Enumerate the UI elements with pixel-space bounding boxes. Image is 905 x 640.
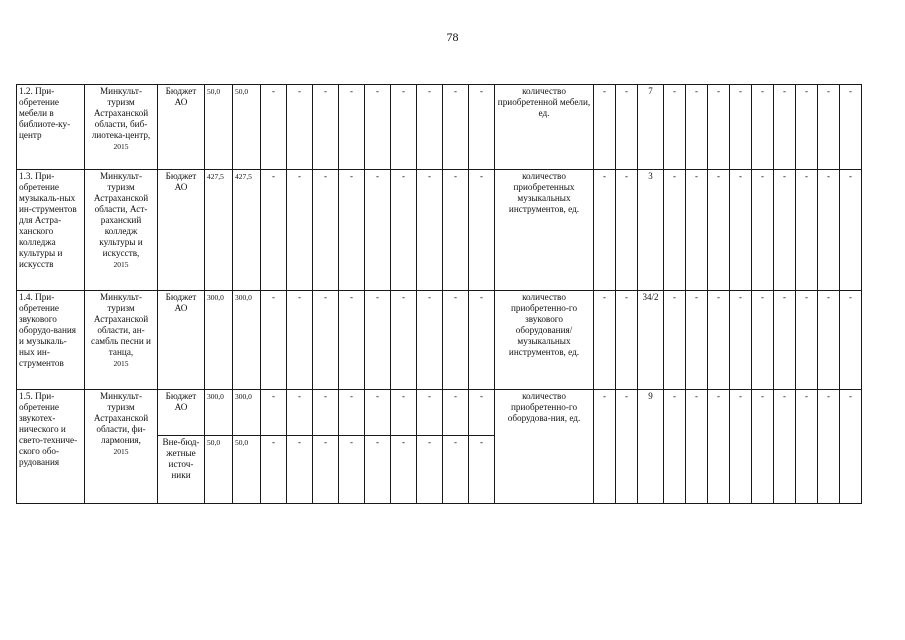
amount-cell: -: [443, 291, 469, 390]
amount-cell: -: [313, 85, 339, 170]
amount-cell: -: [391, 390, 417, 436]
funding-source: Бюджет АО: [158, 170, 205, 291]
amount-cell: -: [365, 436, 391, 504]
amount-cell: -: [339, 85, 365, 170]
amount-cell: -: [365, 291, 391, 390]
amount-cell: -: [469, 85, 495, 170]
indicator-value: -: [616, 291, 638, 390]
indicator-value: -: [686, 390, 708, 504]
amount-total: 50,0: [205, 436, 233, 504]
executor-cell: [85, 170, 158, 291]
amount-cell: -: [261, 436, 287, 504]
amount-cell: -: [443, 436, 469, 504]
amount-cell: -: [313, 436, 339, 504]
indicator-value: -: [686, 85, 708, 170]
program-table: [16, 84, 862, 504]
indicator-value: -: [616, 85, 638, 170]
amount-cell: -: [261, 291, 287, 390]
executor-year: 2015: [113, 447, 129, 456]
indicator-value: -: [774, 390, 796, 504]
amount-cell: -: [443, 85, 469, 170]
executor-year: 2015: [113, 142, 129, 151]
funding-source: Вне-бюд-жетные источ-ники: [158, 436, 205, 504]
indicator-value: -: [616, 170, 638, 291]
table-row: [17, 85, 862, 170]
indicator-value: -: [708, 170, 730, 291]
measure-name: 1.3. При-обретение музыкаль-ных ин-струментов для Астра-ханского колледжа культуры и искусств: [17, 170, 85, 291]
amount-cell: -: [391, 170, 417, 291]
amount-cell: -: [339, 170, 365, 291]
executor-text: Минкульт-туризм Астраханской области, ан-самбль песни и танца,: [91, 292, 151, 357]
executor-text: Минкульт-туризм Астраханской области, биб-лиотека-центр,: [91, 86, 151, 140]
indicator-value: -: [616, 390, 638, 504]
indicator-value: -: [818, 85, 840, 170]
indicator-value: -: [664, 390, 686, 504]
page-number: 78: [446, 30, 459, 44]
amount-cell: -: [469, 291, 495, 390]
amount-cell: -: [313, 170, 339, 291]
indicator-value: -: [594, 85, 616, 170]
executor-text: Минкульт-туризм Астраханской области, фи-лармония,: [93, 391, 149, 445]
amount-cell: -: [339, 436, 365, 504]
indicator-value: -: [708, 291, 730, 390]
executor-cell: [85, 390, 158, 504]
amount-total: 300,0: [205, 291, 233, 390]
amount-cell: -: [417, 170, 443, 291]
table-row: [17, 390, 862, 436]
amount-cell: -: [417, 85, 443, 170]
indicator-value: -: [730, 170, 752, 291]
table-row: [17, 291, 862, 390]
indicator-name: количество приобретенно-го звукового оборудования/ музыкальных инструментов, ед.: [495, 291, 594, 390]
indicator-value: -: [730, 291, 752, 390]
amount-cell: -: [469, 170, 495, 291]
amount-cell: -: [391, 436, 417, 504]
executor-year: 2015: [113, 260, 129, 269]
measure-name: 1.5. При-обретение звукотех-нического и свето-техниче-ского обо-рудования: [17, 390, 85, 504]
amount-cell: -: [287, 390, 313, 436]
indicator-name: количество приобретенной мебели, ед.: [495, 85, 594, 170]
indicator-value: -: [752, 170, 774, 291]
amount-cell: -: [261, 390, 287, 436]
indicator-value: -: [664, 291, 686, 390]
indicator-value: -: [840, 85, 862, 170]
indicator-value: -: [686, 170, 708, 291]
indicator-value: -: [708, 390, 730, 504]
amount-total: 50,0: [205, 85, 233, 170]
amount-cell: -: [391, 85, 417, 170]
amount-cell: -: [365, 170, 391, 291]
indicator-value: -: [664, 85, 686, 170]
indicator-value: -: [664, 170, 686, 291]
amount-cell: -: [391, 291, 417, 390]
measure-name: 1.2. При-обретение мебели в библиоте-ку-центр: [17, 85, 85, 170]
indicator-value: -: [594, 390, 616, 504]
amount-cell: -: [469, 390, 495, 436]
amount-cell: -: [443, 170, 469, 291]
amount-cell: -: [261, 85, 287, 170]
amount-cell: -: [339, 390, 365, 436]
amount-cell: -: [287, 85, 313, 170]
indicator-value: -: [796, 291, 818, 390]
indicator-name: количество приобретенных музыкальных инструментов, ед.: [495, 170, 594, 291]
indicator-value: 3: [638, 170, 664, 291]
indicator-value: -: [840, 291, 862, 390]
indicator-value: -: [796, 170, 818, 291]
funding-source: Бюджет АО: [158, 291, 205, 390]
indicator-value: -: [818, 291, 840, 390]
indicator-value: -: [840, 170, 862, 291]
indicator-value: -: [774, 85, 796, 170]
indicator-value: -: [686, 291, 708, 390]
amount-year: 50,0: [233, 436, 261, 504]
indicator-name: количество приобретенно-го оборудова-ния, ед.: [495, 390, 594, 504]
amount-cell: -: [365, 85, 391, 170]
amount-year: 300,0: [233, 390, 261, 436]
indicator-value: -: [752, 291, 774, 390]
indicator-value: -: [594, 170, 616, 291]
indicator-value: -: [796, 390, 818, 504]
amount-cell: -: [339, 291, 365, 390]
amount-year: 300,0: [233, 291, 261, 390]
amount-cell: -: [287, 170, 313, 291]
executor-cell: [85, 85, 158, 170]
amount-year: 427,5: [233, 170, 261, 291]
amount-cell: -: [417, 390, 443, 436]
executor-cell: [85, 291, 158, 390]
indicator-value: -: [774, 170, 796, 291]
amount-cell: -: [417, 436, 443, 504]
executor-text: Минкульт-туризм Астраханской области, Аст-раханский колледж культуры и искусств,: [93, 171, 149, 258]
amount-cell: -: [287, 291, 313, 390]
amount-cell: -: [313, 390, 339, 436]
table-row: [17, 170, 862, 291]
indicator-value: -: [818, 170, 840, 291]
indicator-value: 9: [638, 390, 664, 504]
funding-source: Бюджет АО: [158, 390, 205, 436]
indicator-value: 34/2: [638, 291, 664, 390]
amount-total: 300,0: [205, 390, 233, 436]
indicator-value: -: [818, 390, 840, 504]
amount-cell: -: [417, 291, 443, 390]
executor-year: 2015: [113, 359, 129, 368]
indicator-value: -: [752, 85, 774, 170]
indicator-value: 7: [638, 85, 664, 170]
amount-cell: -: [443, 390, 469, 436]
funding-source: Бюджет АО: [158, 85, 205, 170]
indicator-value: -: [730, 390, 752, 504]
amount-cell: -: [261, 170, 287, 291]
amount-cell: -: [287, 436, 313, 504]
indicator-value: -: [796, 85, 818, 170]
indicator-value: -: [774, 291, 796, 390]
measure-name: 1.4. При-обретение звукового оборудо-вания и музыкаль-ных ин-струментов: [17, 291, 85, 390]
amount-cell: -: [365, 390, 391, 436]
indicator-value: -: [708, 85, 730, 170]
amount-total: 427,5: [205, 170, 233, 291]
indicator-value: -: [752, 390, 774, 504]
amount-cell: -: [469, 436, 495, 504]
indicator-value: -: [840, 390, 862, 504]
indicator-value: -: [594, 291, 616, 390]
indicator-value: -: [730, 85, 752, 170]
amount-year: 50,0: [233, 85, 261, 170]
amount-cell: -: [313, 291, 339, 390]
